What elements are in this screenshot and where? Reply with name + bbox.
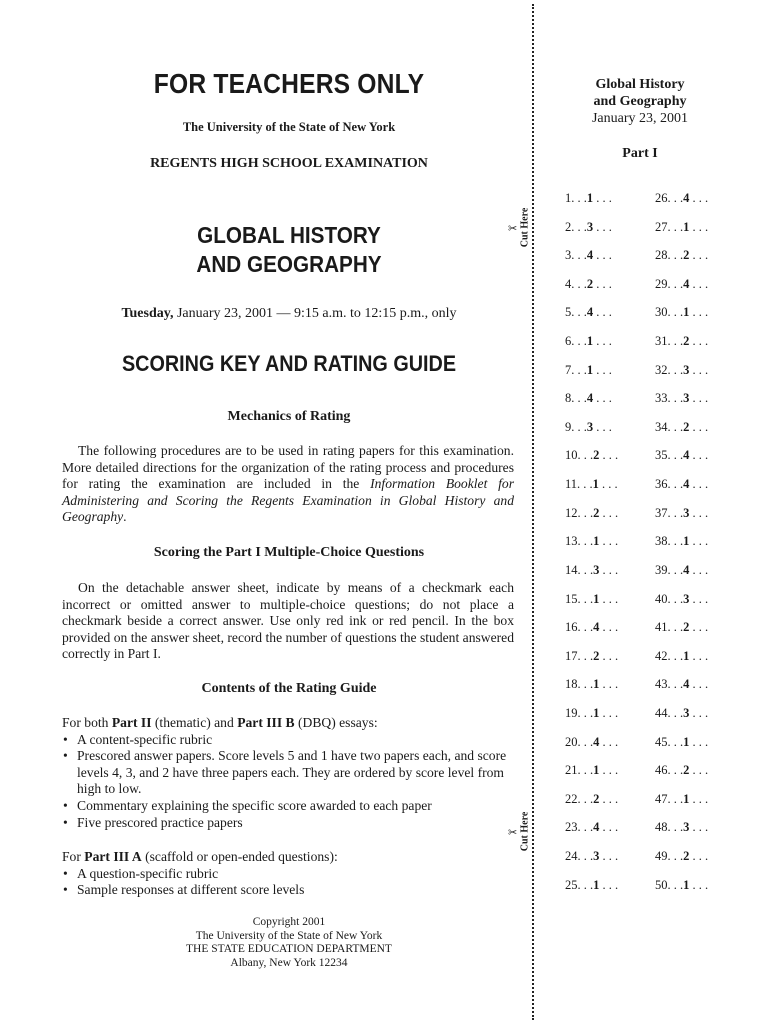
contents-part3a-intro bbox=[62, 849, 514, 866]
answer-row: 49. . .2 . . . bbox=[655, 849, 709, 864]
question-number: 7 bbox=[565, 362, 572, 377]
answer-key-subject-line1: Global History bbox=[595, 77, 685, 92]
question-number: 17 bbox=[565, 648, 578, 663]
answer-row: 7. . .1 . . . bbox=[565, 362, 612, 377]
answer-row: 17. . .2 . . . bbox=[565, 648, 619, 663]
part3a-contents-list bbox=[62, 866, 514, 899]
answer-value: 4 bbox=[586, 391, 594, 406]
answer-value: 3 bbox=[683, 820, 690, 835]
answer-value: 4 bbox=[593, 820, 600, 835]
list-item: • Five prescored practice papers bbox=[62, 815, 514, 832]
answer-value: 4 bbox=[683, 677, 690, 692]
answer-row: 25. . .1 . . . bbox=[565, 877, 619, 892]
question-number: 8 bbox=[565, 391, 572, 406]
part3a-label: Part III A bbox=[84, 849, 142, 864]
question-number: 49 bbox=[655, 849, 668, 864]
answer-column-1 bbox=[565, 184, 618, 899]
question-number: 40 bbox=[655, 591, 668, 606]
answer-value: 2 bbox=[683, 419, 690, 434]
answer-value: 4 bbox=[586, 248, 594, 263]
answer-value: 4 bbox=[593, 620, 600, 635]
question-number: 22 bbox=[565, 791, 578, 806]
answer-row: 39. . .4 . . . bbox=[655, 562, 709, 577]
scoring-part1-heading: Scoring the Part I Multiple-Choice Questions bbox=[153, 545, 425, 560]
intro-mid: (thematic) and bbox=[151, 715, 238, 730]
question-number: 13 bbox=[565, 534, 578, 549]
answer-value: 3 bbox=[683, 362, 690, 377]
answer-row: 26. . .4 . . . bbox=[655, 191, 709, 205]
question-number: 24 bbox=[565, 849, 578, 864]
answer-row: 11. . .1 . . . bbox=[565, 477, 618, 492]
subject-title-line1: GLOBAL HISTORY bbox=[197, 222, 381, 248]
answer-value: 4 bbox=[683, 191, 690, 205]
answer-value: 1 bbox=[683, 877, 690, 892]
cut-here-label-bottom: Cut Here bbox=[519, 811, 531, 852]
answer-value: 2 bbox=[593, 448, 600, 463]
answer-row: 24. . .3 . . . bbox=[565, 849, 619, 864]
answer-value: 4 bbox=[683, 448, 690, 463]
answer-row: 19. . .1 . . . bbox=[565, 705, 619, 720]
answer-row: 38. . .1 . . . bbox=[655, 534, 709, 549]
answer-value: 1 bbox=[683, 534, 690, 549]
answer-row: 28. . .2 . . . bbox=[655, 248, 709, 263]
answer-value: 2 bbox=[593, 791, 600, 806]
answer-row: 47. . .1 . . . bbox=[655, 791, 709, 806]
intro-part3b: Part III B bbox=[237, 715, 295, 730]
mechanics-booklet-title: Information Booklet for Administering and Scoring the Regents Examination in Global History and Geography bbox=[62, 476, 514, 525]
question-number: 18 bbox=[565, 677, 578, 692]
question-number: 16 bbox=[565, 620, 578, 635]
scoring-part1-paragraph: On the detachable answer sheet, indicate by means of a checkmark each incorrect or omitted answer to multiple-choice questions; do not place a checkmark beside a correct answer. Use only red ink or red pencil. In the box provided on the answer sheet, record the number of questions the student answered correctly in Part I. bbox=[62, 580, 514, 662]
question-number: 45 bbox=[655, 734, 668, 749]
copyright-holder: The University of the State of New York bbox=[195, 929, 383, 942]
answer-row: 46. . .2 . . . bbox=[655, 763, 709, 778]
exam-date-time bbox=[62, 306, 516, 322]
mechanics-text: The following procedures are to be used in rating papers for this examination. More detailed directions for the organization of the rating process and procedures for rating the examination are included in the bbox=[62, 443, 514, 492]
intro-part2: Part II bbox=[111, 715, 152, 730]
answer-value: 1 bbox=[683, 219, 690, 234]
question-number: 23 bbox=[565, 820, 578, 835]
question-number: 35 bbox=[655, 448, 668, 463]
answer-key-header bbox=[560, 76, 720, 127]
question-number: 50 bbox=[655, 877, 668, 892]
answer-row: 15. . .1 . . . bbox=[565, 591, 619, 606]
answer-key-part-label: Part I bbox=[622, 146, 658, 161]
intro-suffix: (DBQ) essays: bbox=[294, 715, 378, 730]
answer-row: 14. . .3 . . . bbox=[565, 562, 619, 577]
question-number: 37 bbox=[655, 505, 668, 520]
question-number: 15 bbox=[565, 591, 578, 606]
question-number: 46 bbox=[655, 763, 668, 778]
answer-value: 3 bbox=[586, 419, 594, 434]
question-number: 2 bbox=[565, 219, 572, 234]
answer-value: 1 bbox=[586, 334, 594, 349]
answer-value: 1 bbox=[593, 877, 600, 892]
answer-row: 13. . .1 . . . bbox=[565, 534, 619, 549]
answer-value: 3 bbox=[683, 705, 690, 720]
answer-value: 2 bbox=[683, 334, 690, 349]
copyright-block bbox=[62, 916, 516, 970]
answer-value: 4 bbox=[593, 734, 600, 749]
mechanics-paragraph bbox=[62, 443, 514, 526]
page-title: FOR TEACHERS ONLY bbox=[153, 68, 425, 99]
answer-row: 50. . .1 . . . bbox=[655, 877, 709, 892]
subject-title-line2: AND GEOGRAPHY bbox=[196, 251, 382, 277]
question-number: 34 bbox=[655, 419, 668, 434]
answer-value: 2 bbox=[683, 849, 690, 864]
list-item: • Prescored answer papers. Score levels 5 and 1 have two papers each, and score levels 4, 3, and 2 have three papers each. They are ordered by score level from high to low. bbox=[62, 748, 514, 798]
contents-essays-block bbox=[62, 715, 514, 831]
answer-row: 20. . .4 . . . bbox=[565, 734, 619, 749]
answer-key-subject-line2: and Geography bbox=[593, 94, 687, 109]
answer-row: 44. . .3 . . . bbox=[655, 705, 709, 720]
question-number: 43 bbox=[655, 677, 668, 692]
answer-value: 1 bbox=[593, 591, 600, 606]
cut-here-label-top: Cut Here bbox=[519, 207, 531, 248]
question-number: 1 bbox=[565, 191, 572, 205]
answer-value: 1 bbox=[683, 648, 690, 663]
answer-column-2 bbox=[655, 184, 708, 899]
list-item: • Commentary explaining the specific score awarded to each paper bbox=[62, 798, 514, 815]
contents-essays-intro bbox=[62, 715, 514, 732]
department-name: THE STATE EDUCATION DEPARTMENT bbox=[186, 943, 392, 955]
university-name: The University of the State of New York bbox=[182, 120, 396, 134]
answer-value: 3 bbox=[683, 591, 690, 606]
question-number: 42 bbox=[655, 648, 668, 663]
question-number: 48 bbox=[655, 820, 668, 835]
question-number: 47 bbox=[655, 791, 668, 806]
question-number: 36 bbox=[655, 477, 668, 492]
answer-row: 16. . .4 . . . bbox=[565, 620, 619, 635]
answer-row: 35. . .4 . . . bbox=[655, 448, 709, 463]
question-number: 30 bbox=[655, 305, 668, 320]
question-number: 19 bbox=[565, 705, 578, 720]
answer-value: 1 bbox=[592, 477, 599, 492]
answer-value: 4 bbox=[683, 562, 690, 577]
answer-row: 5. . .4 . . . bbox=[565, 305, 612, 320]
answer-row: 6. . .1 . . . bbox=[565, 334, 612, 349]
answer-value: 3 bbox=[593, 562, 600, 577]
answer-value: 3 bbox=[683, 391, 690, 406]
answer-value: 1 bbox=[683, 305, 690, 320]
answer-row: 34. . .2 . . . bbox=[655, 419, 709, 434]
list-item: • Sample responses at different score levels bbox=[62, 882, 514, 899]
question-number: 31 bbox=[655, 334, 668, 349]
answer-value: 1 bbox=[586, 191, 594, 205]
exam-type: REGENTS HIGH SCHOOL EXAMINATION bbox=[150, 156, 428, 171]
answer-row: 43. . .4 . . . bbox=[655, 677, 709, 692]
subject-title bbox=[85, 221, 494, 279]
guide-title: SCORING KEY AND RATING GUIDE bbox=[121, 351, 457, 376]
answer-value: 2 bbox=[586, 276, 594, 291]
answer-row: 22. . .2 . . . bbox=[565, 791, 619, 806]
part3a-suffix: (scaffold or open-ended questions): bbox=[141, 849, 338, 864]
essay-contents-list bbox=[62, 732, 514, 832]
answer-row: 18. . .1 . . . bbox=[565, 677, 619, 692]
answer-row: 27. . .1 . . . bbox=[655, 219, 709, 234]
question-number: 26 bbox=[655, 191, 668, 205]
answer-row: 48. . .3 . . . bbox=[655, 820, 709, 835]
answer-row: 2. . .3 . . . bbox=[565, 219, 612, 234]
answer-row: 36. . .4 . . . bbox=[655, 477, 709, 492]
answer-row: 4. . .2 . . . bbox=[565, 276, 612, 291]
question-number: 21 bbox=[565, 763, 578, 778]
answer-key-date: January 23, 2001 bbox=[591, 111, 689, 126]
question-number: 4 bbox=[565, 276, 572, 291]
answer-value: 4 bbox=[586, 305, 594, 320]
answer-row: 32. . .3 . . . bbox=[655, 362, 709, 377]
exam-date: January 23, 2001 — 9:15 a.m. to 12:15 p.m., only bbox=[173, 306, 457, 321]
answer-row: 23. . .4 . . . bbox=[565, 820, 619, 835]
contents-part3a-block bbox=[62, 849, 514, 899]
question-number: 29 bbox=[655, 276, 668, 291]
answer-value: 3 bbox=[593, 849, 600, 864]
answer-value: 4 bbox=[683, 276, 690, 291]
question-number: 20 bbox=[565, 734, 578, 749]
question-number: 25 bbox=[565, 877, 578, 892]
answer-row: 1. . .1 . . . bbox=[565, 191, 612, 205]
exam-day: Tuesday, bbox=[121, 306, 174, 321]
question-number: 38 bbox=[655, 534, 668, 549]
list-item: • A content-specific rubric bbox=[62, 732, 514, 749]
answer-value: 3 bbox=[586, 219, 594, 234]
question-number: 32 bbox=[655, 362, 668, 377]
question-number: 11 bbox=[565, 477, 578, 492]
answer-value: 1 bbox=[593, 705, 600, 720]
main-page-column bbox=[62, 0, 516, 1024]
contents-heading: Contents of the Rating Guide bbox=[201, 681, 377, 696]
answer-row: 37. . .3 . . . bbox=[655, 505, 709, 520]
answer-row: 40. . .3 . . . bbox=[655, 591, 709, 606]
scissors-icon: ✂ bbox=[508, 223, 518, 235]
answer-value: 1 bbox=[683, 791, 690, 806]
question-number: 27 bbox=[655, 219, 668, 234]
question-number: 3 bbox=[565, 248, 572, 263]
answer-value: 1 bbox=[593, 763, 600, 778]
question-number: 5 bbox=[565, 305, 572, 320]
answer-row: 42. . .1 . . . bbox=[655, 648, 709, 663]
question-number: 33 bbox=[655, 391, 668, 406]
cut-line bbox=[532, 4, 534, 1020]
answer-row: 10. . .2 . . . bbox=[565, 448, 619, 463]
answer-value: 1 bbox=[683, 734, 690, 749]
answer-row: 21. . .1 . . . bbox=[565, 763, 619, 778]
question-number: 44 bbox=[655, 705, 668, 720]
answer-row: 8. . .4 . . . bbox=[565, 391, 612, 406]
answer-row: 3. . .4 . . . bbox=[565, 248, 612, 263]
answer-row: 12. . .2 . . . bbox=[565, 505, 619, 520]
answer-value: 2 bbox=[683, 248, 690, 263]
answer-row: 29. . .4 . . . bbox=[655, 276, 709, 291]
answer-value: 2 bbox=[683, 620, 690, 635]
department-address: Albany, New York 12234 bbox=[230, 956, 348, 969]
answer-value: 1 bbox=[593, 534, 600, 549]
part3a-prefix: For bbox=[62, 849, 85, 864]
answer-row: 9. . .3 . . . bbox=[565, 419, 612, 434]
answer-row: 31. . .2 . . . bbox=[655, 334, 709, 349]
answer-value: 2 bbox=[593, 505, 600, 520]
question-number: 28 bbox=[655, 248, 668, 263]
answer-row: 41. . .2 . . . bbox=[655, 620, 709, 635]
question-number: 14 bbox=[565, 562, 578, 577]
list-item: • A question-specific rubric bbox=[62, 866, 514, 883]
intro-prefix: For both bbox=[62, 715, 112, 730]
answer-value: 3 bbox=[683, 505, 690, 520]
mechanics-heading: Mechanics of Rating bbox=[227, 409, 351, 424]
answer-row: 30. . .1 . . . bbox=[655, 305, 709, 320]
mechanics-text-end: . bbox=[123, 509, 127, 525]
question-number: 41 bbox=[655, 620, 668, 635]
copyright-line: Copyright 2001 bbox=[252, 916, 326, 928]
question-number: 10 bbox=[565, 448, 578, 463]
answer-row: 45. . .1 . . . bbox=[655, 734, 709, 749]
question-number: 9 bbox=[565, 419, 572, 434]
answer-value: 1 bbox=[593, 677, 600, 692]
answer-value: 4 bbox=[683, 477, 690, 492]
scissors-icon: ✂ bbox=[508, 827, 518, 839]
answer-value: 2 bbox=[683, 763, 690, 778]
answer-value: 1 bbox=[586, 362, 594, 377]
answer-value: 2 bbox=[593, 648, 600, 663]
question-number: 39 bbox=[655, 562, 668, 577]
question-number: 6 bbox=[565, 334, 572, 349]
answer-row: 33. . .3 . . . bbox=[655, 391, 709, 406]
question-number: 12 bbox=[565, 505, 578, 520]
